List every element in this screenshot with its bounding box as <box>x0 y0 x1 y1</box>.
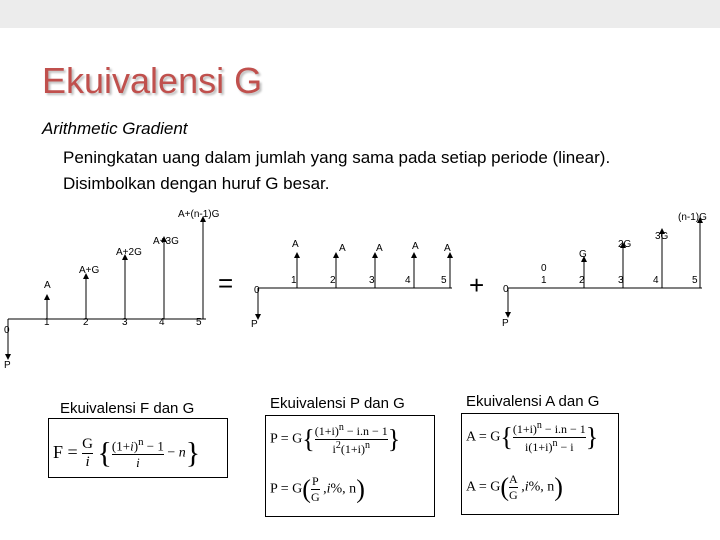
slide-title: Ekuivalensi G <box>42 60 263 101</box>
plus-sign: + <box>469 270 485 300</box>
formula-f-g-box <box>48 418 228 478</box>
cf1-period-4: 4 <box>159 317 165 328</box>
formula-p-g-2: P = G( $\frac{P}{G}$ ,i%, n) <box>270 474 365 504</box>
caption-a-g: Ekuivalensi A dan G <box>466 393 600 410</box>
formula-p-g-box <box>265 415 435 517</box>
cf1-label-a-2g: A+2G <box>116 247 142 258</box>
equals-sign: = <box>218 268 234 298</box>
cf1-label-a-n1g: A+(n-1)G <box>178 209 220 220</box>
formula-a-g-1: A = G{ $\frac{(1+i)^n - i.n - 1}{i(1+i)^n - i}$ } <box>466 420 599 454</box>
cf1-label-a-g: A+G <box>79 265 100 276</box>
cf2-period-5: 5 <box>441 275 447 286</box>
cf2-label-a2: A <box>339 243 346 254</box>
cf1-period-1: 1 <box>44 317 50 328</box>
cf2-label-a1: A <box>292 239 299 250</box>
cf2-period-0: 0 <box>254 285 260 296</box>
cf1-period-5: 5 <box>196 317 202 328</box>
cf2-period-1: 1 <box>291 275 297 286</box>
cf1-label-a-3g: A+3G <box>153 236 179 247</box>
formula-p-g-1: P = G{ $\frac{(1+i)^n - i.n - 1}{i^2(1+i)^n}$ } <box>270 422 401 456</box>
cf2-period-4: 4 <box>405 275 411 286</box>
formula-a-g-box <box>461 413 619 515</box>
cf2-label-a4: A <box>412 241 419 252</box>
cf2-label-a3: A <box>376 243 383 254</box>
description-line-1: Peningkatan uang dalam jumlah yang sama pada setiap periode (linear). <box>63 148 611 167</box>
cf2-p-label: P <box>251 319 258 330</box>
formula-a-g-2: A = G( $\frac{A}{G}$ ,i%, n) <box>466 472 563 502</box>
cf3-label-n1g: (n-1)G <box>678 212 707 223</box>
cf3-period-5: 5 <box>692 275 698 286</box>
cf3-period-4: 4 <box>653 275 659 286</box>
cf1-period-0: 0 <box>4 325 10 336</box>
cf3-period-1: 1 <box>541 275 547 286</box>
cf2-label-a5: A <box>444 243 451 254</box>
cf3-label-3g: 3G <box>655 231 669 242</box>
cf3-period-0b: 0 <box>541 263 547 274</box>
cf3-period-2: 2 <box>579 275 585 286</box>
slide-subtitle: Arithmetic Gradient <box>42 119 188 138</box>
caption-p-g: Ekuivalensi P dan G <box>270 395 405 412</box>
cf3-p-label: P <box>502 318 509 329</box>
cash-flow-1 <box>4 209 220 371</box>
cf1-label-a: A <box>44 280 51 291</box>
description-line-2: Disimbolkan dengan huruf G besar. <box>63 174 330 193</box>
cf3-period-3: 3 <box>618 275 624 286</box>
cf1-period-2: 2 <box>83 317 89 328</box>
cash-flow-3 <box>502 212 707 329</box>
formula-f-g: F = $\frac{G}{i}$ { $\frac{(1+i)^n - 1}{i}$ − n} <box>53 436 201 471</box>
cf3-period-0: 0 <box>503 284 509 295</box>
caption-f-g: Ekuivalensi F dan G <box>60 400 195 417</box>
top-bar <box>0 0 720 28</box>
cash-flow-2 <box>251 239 452 330</box>
cash-flow-diagrams <box>0 195 720 375</box>
cf3-label-g: G <box>579 249 587 260</box>
cf2-period-2: 2 <box>330 275 336 286</box>
cf1-p-label: P <box>4 360 11 371</box>
cf3-label-2g: 2G <box>618 239 632 250</box>
cf2-period-3: 3 <box>369 275 375 286</box>
cf1-period-3: 3 <box>122 317 128 328</box>
